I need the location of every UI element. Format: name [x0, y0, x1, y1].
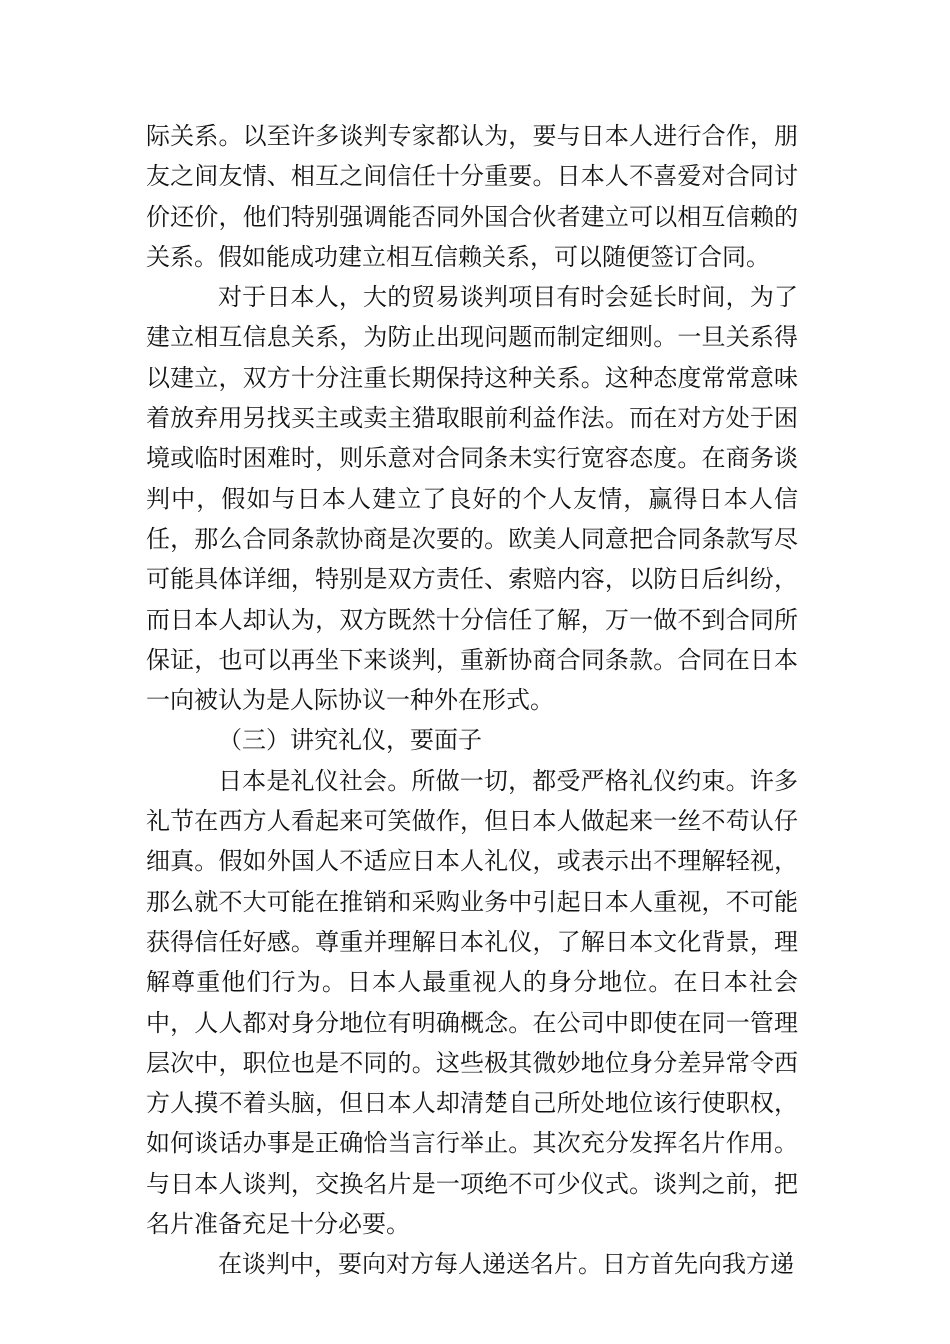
paragraph-1: 际关系。以至许多谈判专家都认为，要与日本人进行合作，朋友之间友情、相互之间信任十分重要。日本人不喜爱对合同讨价还价，他们特别强调能否同外国合伙者建立可以相互信赖的关系。假如能成功建立相互信赖关系，可以随便签订合同。	[146, 122, 798, 271]
paragraph-4: 在谈判中，要向对方每人递送名片。日方首先向我方递	[218, 1250, 794, 1279]
section-heading: （三）讲究礼仪，要面子	[218, 726, 482, 755]
paragraph-2: 对于日本人，大的贸易谈判项目有时会延长时间，为了建立相互信息关系，为防止出现问题而制定细则。一旦关系得以建立，双方十分注重长期保持这种关系。这种态度常常意味着放弃用另找买主或卖主猎取眼前利益作法。而在对方处于困境或临时困难时，则乐意对合同条未实行宽容态度。在商务谈判中，假如与日本人建立了良好的个人友情，赢得日本人信任，那么合同条款协商是次要的。欧美人同意把合同条款写尽可能具体详细，特别是双方责任、索赔内容，以防日后纠纷，而日本人却认为，双方既然十分信任了解，万一做不到合同所保证，也可以再坐下来谈判，重新协商合同条款。合同在日本一向被认为是人际协议一种外在形式。	[146, 283, 798, 715]
document-body	[146, 116, 798, 1285]
paragraph-3: 日本是礼仪社会。所做一切，都受严格礼仪约束。许多礼节在西方人看起来可笑做作，但日本人做起来一丝不苟认仔细真。假如外国人不适应日本人礼仪，或表示出不理解轻视，那么就不大可能在推销和采购业务中引起日本人重视，不可能获得信任好感。尊重并理解日本礼仪，了解日本文化背景，理解尊重他们行为。日本人最重视人的身分地位。在日本社会中，人人都对身分地位有明确概念。在公司中即使在同一管理层次中，职位也是不同的。这些极其微妙地位身分差异常令西方人摸不着头脑，但日本人却清楚自己所处地位该行使职权，如何谈话办事是正确恰当言行举止。其次充分发挥名片作用。与日本人谈判，交换名片是一项绝不可少仪式。谈判之前，把名片准备充足十分必要。	[146, 766, 798, 1239]
